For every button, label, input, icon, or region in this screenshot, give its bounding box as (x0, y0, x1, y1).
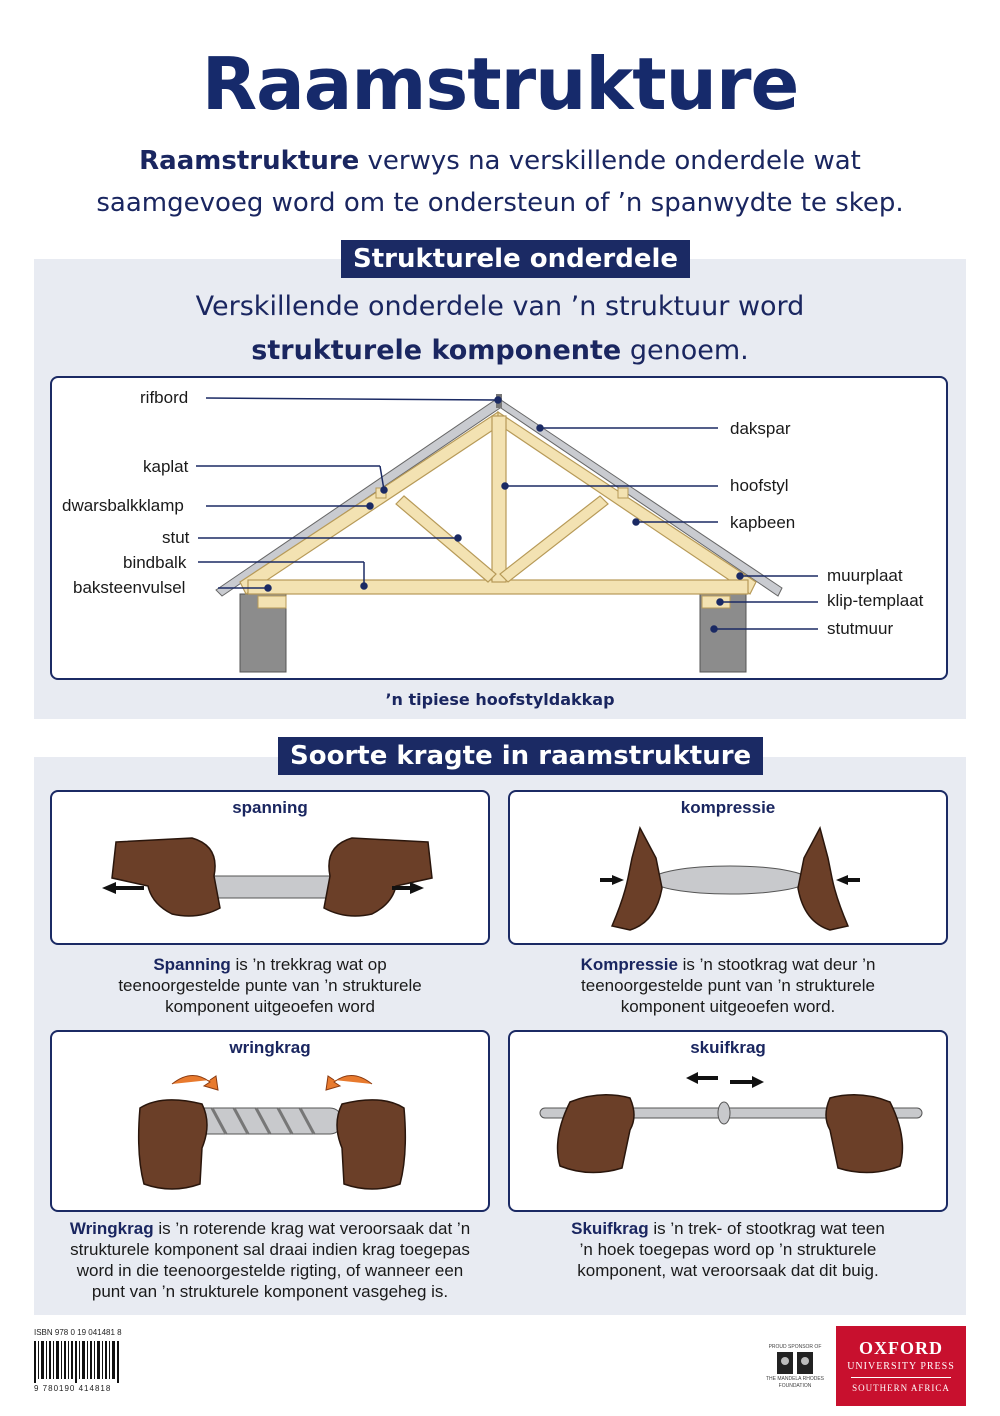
section-heading-forces: Soorte kragte in raamstrukture (278, 737, 763, 775)
roof-sheet-left (216, 398, 506, 596)
shear-right-hand (826, 1095, 902, 1173)
foundation-name-1: THE MANDELA RHODES (765, 1376, 825, 1382)
desc-torsion (50, 1218, 490, 1302)
desc-compression-l3: komponent uitgeoefen word. (620, 997, 836, 1016)
desc-torsion-bold: Wringkrag (69, 1219, 154, 1238)
torsion-illustration (122, 1064, 422, 1204)
subtitle-rest: genoem. (621, 335, 749, 366)
torsion-left-hand (139, 1100, 207, 1189)
label-stut: stut (162, 528, 190, 547)
desc-shear-l2: ’n hoek toegepas word op ’n strukturele (579, 1240, 877, 1259)
card-torsion (50, 1030, 490, 1212)
shear-arrows (686, 1072, 764, 1088)
label-hoofstyl: hoofstyl (730, 476, 789, 495)
card-shear (508, 1030, 948, 1212)
desc-tension-l2: teenoorgestelde punte van ’n strukturele (118, 976, 422, 995)
oxford-logo (836, 1326, 966, 1406)
tension-right-hand (324, 838, 432, 916)
card-title-compression: kompressie (680, 798, 776, 817)
label-bindbalk: bindbalk (123, 553, 187, 572)
king-post (492, 416, 506, 582)
card-title-shear: skuifkrag (690, 1038, 766, 1057)
desc-compression-bold: Kompressie (580, 955, 678, 974)
intro-line2: saamgevoeg word om te ondersteun of ’n spanwydte te skep. (96, 188, 904, 218)
intro-line1: verwys na verskillende onderdele wat (359, 146, 861, 176)
label-rifbord: rifbord (140, 388, 189, 407)
foundation-name-2: FOUNDATION (778, 1383, 812, 1389)
label-kaplat: kaplat (143, 457, 189, 476)
card-tension (50, 790, 490, 945)
label-stutmuur: stutmuur (827, 619, 894, 638)
desc-shear-l1: is ’n trek- of stootkrag wat teen (648, 1219, 885, 1238)
desc-torsion-l4: punt van ’n strukturele komponent vasgeheg is. (91, 1282, 449, 1301)
desc-shear (508, 1218, 948, 1281)
desc-shear-l3: komponent, wat veroorsaak dat dit buig. (577, 1261, 879, 1280)
desc-compression-l1: is ’n stootkrag wat deur ’n (677, 955, 876, 974)
compression-illustration (600, 818, 860, 938)
shear-joint (718, 1102, 730, 1124)
cleat-right (618, 488, 628, 498)
torsion-right-hand (337, 1100, 405, 1189)
barcode-number: 9 780190 414818 (34, 1384, 112, 1393)
isbn-text: ISBN 978 0 19 041481 8 (34, 1328, 122, 1337)
foundation-portraits-icon (777, 1352, 813, 1374)
barcode-icon (34, 1341, 120, 1383)
torsion-arrow-right (326, 1075, 372, 1090)
intro-bold-term: Raamstrukture (139, 146, 360, 176)
oxford-divider (851, 1377, 951, 1378)
desc-torsion-l3: word in die teenoorgestelde rigting, of wanneer een (76, 1261, 464, 1280)
card-title-tension: spanning (232, 798, 308, 817)
rafter-right (498, 412, 756, 594)
desc-torsion-l1: is ’n roterende krag wat veroorsaak dat ’n (153, 1219, 471, 1238)
strut-right (500, 496, 608, 582)
shear-left-hand (558, 1095, 634, 1173)
desc-compression (508, 954, 948, 1017)
subtitle-bold: strukturele komponente (251, 335, 622, 366)
desc-shear-bold: Skuifkrag (571, 1219, 649, 1238)
strut-left (396, 496, 496, 582)
desc-tension (50, 954, 490, 1017)
subtitle-line1: Verskillende onderdele van ’n struktuur word (195, 291, 805, 322)
shear-illustration (530, 1068, 930, 1208)
foundation-small-text: PROUD SPONSOR OF (768, 1344, 822, 1350)
page-title: Raamstrukture (201, 42, 799, 126)
oxford-name: OXFORD (859, 1338, 943, 1358)
oxford-region: SOUTHERN AFRICA (852, 1383, 950, 1393)
desc-tension-l3: komponent uitgeoefen word (165, 997, 375, 1016)
truss-caption: ’n tipiese hoofstyldakkap (385, 690, 615, 709)
desc-torsion-l2: strukturele komponent sal draai indien krag toegepas (70, 1240, 470, 1259)
desc-tension-bold: Spanning (153, 955, 231, 974)
card-title-torsion: wringkrag (229, 1038, 311, 1057)
oxford-press: UNIVERSITY PRESS (847, 1361, 955, 1372)
tension-illustration (102, 828, 442, 938)
label-kapbeen: kapbeen (730, 513, 796, 532)
torsion-arrow-left (172, 1075, 218, 1090)
intro-text (60, 140, 940, 224)
compression-bar (652, 866, 808, 894)
structural-parts-subtitle (80, 285, 920, 373)
label-dwarsbalkklamp: dwarsbalkklamp (62, 496, 184, 515)
label-muurplaat: muurplaat (827, 566, 903, 585)
label-dakspar: dakspar (730, 419, 791, 438)
left-brick-infill (258, 596, 286, 608)
card-compression (508, 790, 948, 945)
section-heading-structural-parts: Strukturele onderdele (341, 240, 690, 278)
label-klip-templaat: klip-templaat (827, 591, 924, 610)
mandela-rhodes-logo (760, 1344, 830, 1390)
label-baksteenvulsel: baksteenvulsel (73, 578, 186, 597)
tension-left-hand (112, 838, 220, 916)
desc-tension-l1: is ’n trekkrag wat op (230, 955, 387, 974)
desc-compression-l2: teenoorgestelde punt van ’n strukturele (581, 976, 875, 995)
